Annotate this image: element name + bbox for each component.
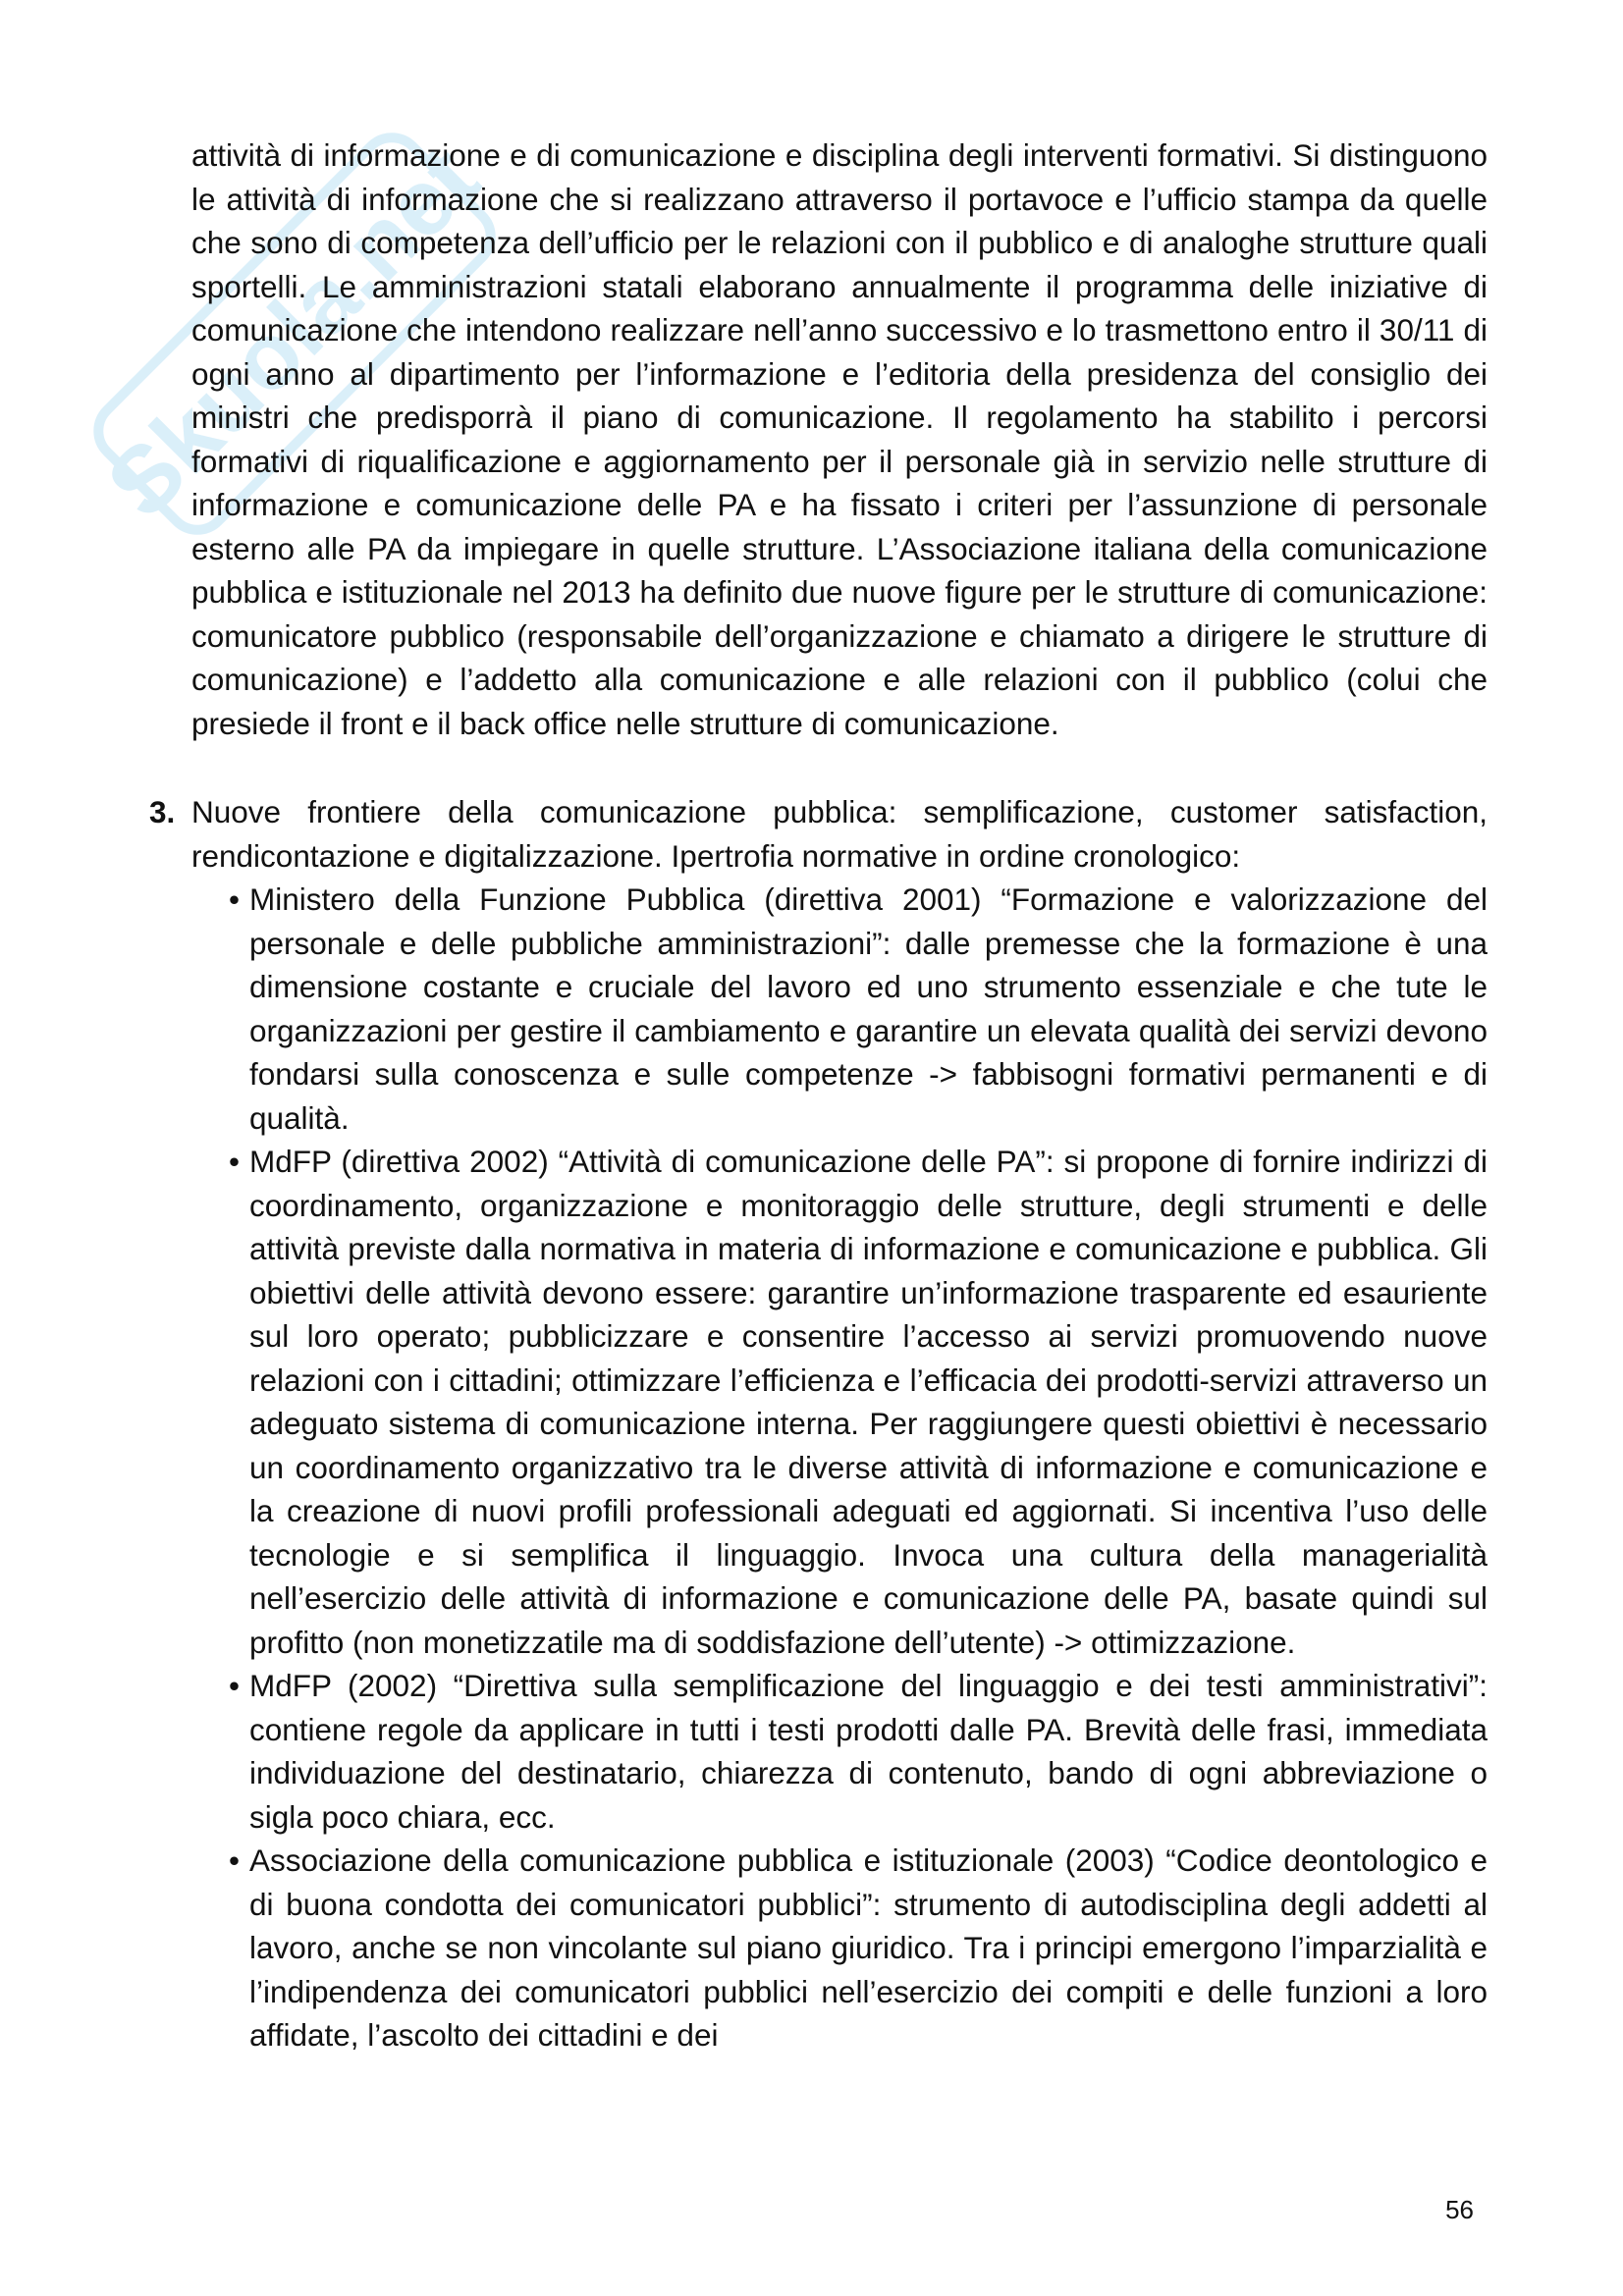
bullet-icon: • [229, 1144, 241, 1179]
bullet-icon: • [229, 881, 241, 917]
list-item-text: MdFP (direttiva 2002) “Attività di comunicazione delle PA”: si propone di fornire indirizzi di coordinamento, organizzazione e monitoraggio delle strutture, degli strumenti e delle attività previste dalla normativa in materia di informazione e comunicazione e pubblica. Gli obiettivi delle attività devono essere: garantire un’informazione trasparente ed esauriente sul loro operato; pubblicizzare e consentire l’accesso ai servizi promuovendo nuove relazioni con i cittadini; ottimizzare l’efficienza e l’efficacia dei prodotti-servizi attraverso un adeguato sistema di comunicazione interna. Per raggiungere questi obiettivi è necessario un coordinamento organizzativo tra le diverse attività di informazione e comunicazione e la creazione di nuovi profili professionali adeguati ed aggiornati. Si incentiva l’uso delle tecnologie e si semplifica il linguaggio. Invoca una cultura della managerialità nell’esercizio delle attività di informazione e comunicazione delle PA, basate quindi sul profitto (non monetizzatile ma di soddisfazione dell’utente) -> ottimizzazione. [249, 1144, 1488, 1660]
bullet-icon: • [229, 1668, 241, 1703]
list-item [191, 1140, 1488, 1664]
list-item-text: MdFP (2002) “Direttiva sulla semplificazione del linguaggio e dei testi amministrativi”: contiene regole da applicare in tutti i testi prodotti dalle PA. Brevità delle frasi, immediata individuazione del destinatario, chiarezza di contenuto, bando di ogni abbreviazione o sigla poco chiara, ecc. [249, 1668, 1488, 1835]
list-item-text: Associazione della comunicazione pubblica e istituzionale (2003) “Codice deontologico e di buona condotta dei comunicatori pubblici”: strumento di autodisciplina degli addetti al lavoro, anche se non vincolante sul piano giuridico. Tra i principi emergono l’imparzialità e l’indipendenza dei comunicatori pubblici nell’esercizio dei compiti e delle funzioni a loro affidate, l’ascolto dei cittadini e dei [249, 1842, 1488, 2053]
page-number: 56 [1445, 2195, 1474, 2224]
list-item [191, 1664, 1488, 1839]
watermark-text: Skuola.net [86, 126, 499, 538]
section-intro: Nuove frontiere della comunicazione pubblica: semplificazione, customer satisfaction, rendicontazione e digitalizzazione. Ipertrofia normative in ordine cronologico: [191, 794, 1488, 874]
bullet-list [191, 878, 1488, 2057]
section-3 [149, 790, 1488, 2057]
intro-paragraph: attività di informazione e di comunicazione e disciplina degli interventi formativi. Si distinguono le attività di informazione che si realizzano attraverso il portavoce e l’ufficio stampa da quelle che sono di competenza dell’ufficio per le relazioni con il pubblico e di analoghe strutture quali sportelli. Le amministrazioni statali elaborano annualmente il programma delle iniziative di comunicazione che intendono realizzare nell’anno successivo e lo trasmettono entro il 30/11 di ogni anno al dipartimento per l’informazione e l’editoria della presidenza del consiglio dei ministri che predisporrà il piano di comunicazione. Il regolamento ha stabilito i percorsi formativi di riqualificazione e aggiornamento per il personale già in servizio nelle strutture di informazione e comunicazione delle PA e ha fissato i criteri per l’assunzione di personale esterno alle PA da impiegare in quelle strutture. L’Associazione italiana della comunicazione pubblica e istituzionale nel 2013 ha definito due nuove figure per le strutture di comunicazione: comunicatore pubblico (responsabile dell’organizzazione e chiamato a dirigere le strutture di comunicazione) e l’addetto alla comunicazione e alle relazioni con il pubblico (colui che presiede il front e il back office nelle strutture di comunicazione. [191, 137, 1488, 741]
bullet-icon: • [229, 1842, 241, 1878]
list-item [191, 878, 1488, 1140]
section-number: 3. [149, 794, 176, 829]
list-item-text: Ministero della Funzione Pubblica (direttiva 2001) “Formazione e valorizzazione del personale e delle pubbliche amministrazioni”: dalle premesse che la formazione è una dimensione costante e cruciale del lavoro ed uno strumento essenziale e che tute le organizzazioni per gestire il cambiamento e garantire un elevata qualità dei servizi devono fondarsi sulla conoscenza e sulle competenze -> fabbisogni formativi permanenti e di qualità. [249, 881, 1488, 1136]
page-content [149, 133, 1488, 2057]
list-item [191, 1839, 1488, 2057]
